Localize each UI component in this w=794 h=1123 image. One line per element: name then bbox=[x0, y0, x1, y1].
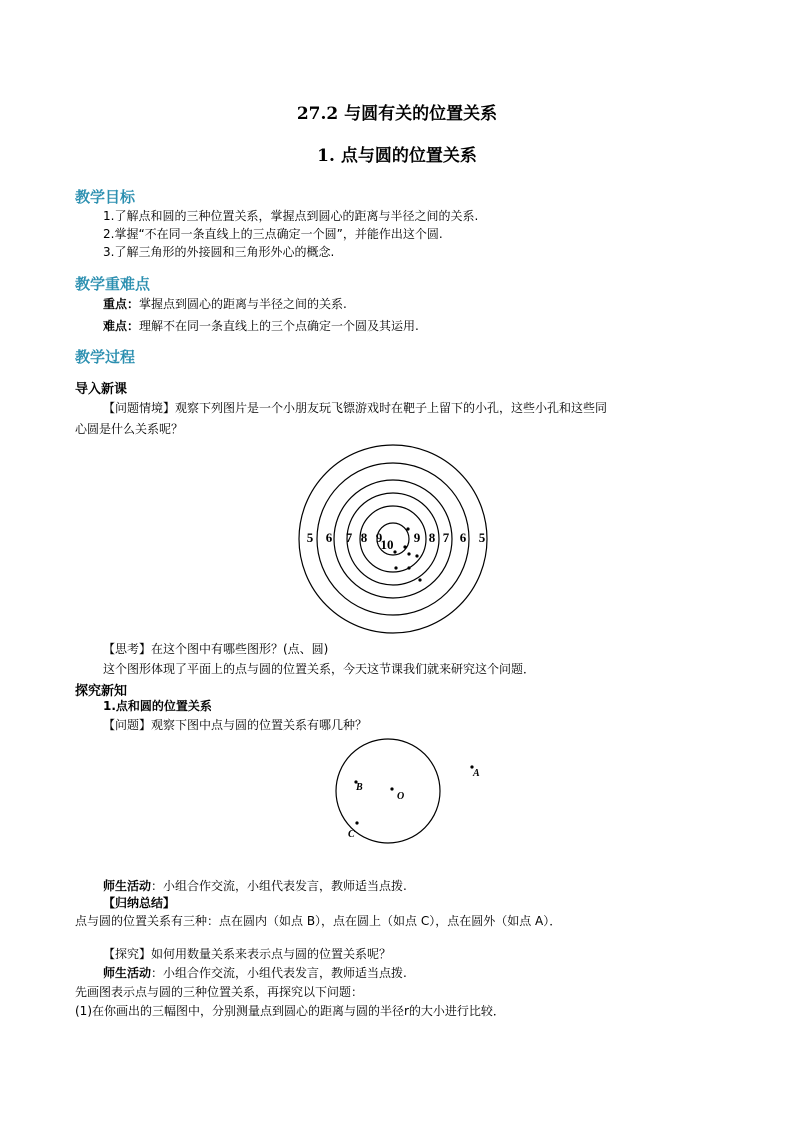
page-subtitle: 1. 点与圆的位置关系 bbox=[317, 146, 477, 166]
activity2-body: ：小组合作交流，小组代表发言，教师适当点拨. bbox=[151, 966, 407, 980]
key-text: 掌握点到圆心的距离与半径之间的关系. bbox=[139, 297, 347, 311]
difficult-label: 难点： bbox=[103, 319, 140, 333]
target-label: 5 bbox=[306, 530, 314, 545]
target-label: 9 bbox=[413, 530, 421, 545]
activity-label: 师生活动 bbox=[103, 879, 152, 893]
dart-hole bbox=[418, 578, 421, 581]
activity2-text bbox=[103, 965, 407, 981]
keypoints-heading: 教学重难点 bbox=[75, 275, 151, 293]
summary-heading: 【归纳总结】 bbox=[103, 896, 176, 910]
problem-text-line1: 【问题情境】观察下列图片是一个小朋友玩飞镖游戏时在靶子上留下的小孔，这些小孔和这些同 bbox=[103, 401, 608, 415]
page-title: 27.2 与圆有关的位置关系 bbox=[296, 104, 498, 124]
point-circle-figure bbox=[330, 736, 490, 846]
objective-item: 1.了解点和圆的三种位置关系，掌握点到圆心的距离与半径之间的关系. bbox=[103, 209, 479, 223]
target-label: 8 bbox=[428, 530, 436, 545]
target-label: 10 bbox=[380, 537, 394, 552]
target-label: 7 bbox=[442, 530, 450, 545]
objective-item: 2.掌握“不在同一条直线上的三点确定一个圆”，并能作出这个圆. bbox=[103, 227, 443, 241]
activity-body: ：小组合作交流，小组代表发言，教师适当点拨. bbox=[151, 879, 407, 893]
explore-heading: 探究新知 bbox=[75, 684, 128, 699]
item-1: (1)在你画出的三幅图中，分别测量点到圆心的距离与圆的半径r的大小进行比较． bbox=[75, 1004, 505, 1018]
think-text: 【思考】在这个图中有哪些图形？(点、圆) bbox=[103, 642, 329, 656]
target-label: 5 bbox=[478, 530, 486, 545]
difficult-point bbox=[103, 318, 419, 334]
objective-item: 3.了解三角形的外接圆和三角形外心的概念. bbox=[103, 245, 335, 259]
dart-hole bbox=[406, 527, 409, 530]
sub1-heading: 1.点和圆的位置关系 bbox=[103, 699, 212, 713]
dart-hole bbox=[393, 550, 396, 553]
label-c: C bbox=[348, 829, 355, 840]
target-label: 8 bbox=[360, 530, 368, 545]
summary-text: 点与圆的位置关系有三种：点在圆内（如点 B），点在圆上（如点 C），点在圆外（如点 A）． bbox=[75, 914, 562, 928]
dart-hole bbox=[394, 566, 397, 569]
think-note: 这个图形体现了平面上的点与圆的位置关系，今天这节课我们就来研究这个问题． bbox=[103, 662, 536, 676]
activity-text bbox=[103, 878, 407, 894]
dart-hole bbox=[415, 554, 418, 557]
dart-hole bbox=[407, 566, 410, 569]
objectives-heading: 教学目标 bbox=[75, 188, 136, 206]
point-c bbox=[355, 821, 358, 824]
dart-target-figure bbox=[296, 442, 496, 642]
point-o bbox=[390, 787, 393, 790]
difficult-text: 理解不在同一条直线上的三个点确定一个圆及其运用. bbox=[139, 319, 419, 333]
key-label: 重点： bbox=[103, 297, 140, 311]
target-label: 6 bbox=[459, 530, 467, 545]
key-point bbox=[103, 296, 347, 312]
target-label: 6 bbox=[325, 530, 333, 545]
process-heading: 教学过程 bbox=[75, 348, 136, 366]
explore-question: 【探究】如何用数量关系来表示点与圆的位置关系呢？ bbox=[103, 947, 392, 961]
activity2-label: 师生活动 bbox=[103, 966, 152, 980]
problem-text-line2: 心圆是什么关系呢？ bbox=[75, 422, 184, 436]
question-text: 【问题】观察下图中点与圆的位置关系有哪几种？ bbox=[103, 718, 368, 732]
label-o: O bbox=[397, 791, 405, 802]
label-b: B bbox=[356, 782, 363, 793]
dart-hole bbox=[407, 552, 410, 555]
draw-instruction: 先画图表示点与圆的三种位置关系，再探究以下问题： bbox=[75, 985, 364, 999]
label-a: A bbox=[473, 768, 480, 779]
intro-heading: 导入新课 bbox=[75, 382, 128, 397]
target-label: 9 bbox=[375, 530, 383, 545]
reference-circle bbox=[336, 739, 440, 843]
target-label: 7 bbox=[345, 530, 353, 545]
dart-hole bbox=[403, 545, 406, 548]
